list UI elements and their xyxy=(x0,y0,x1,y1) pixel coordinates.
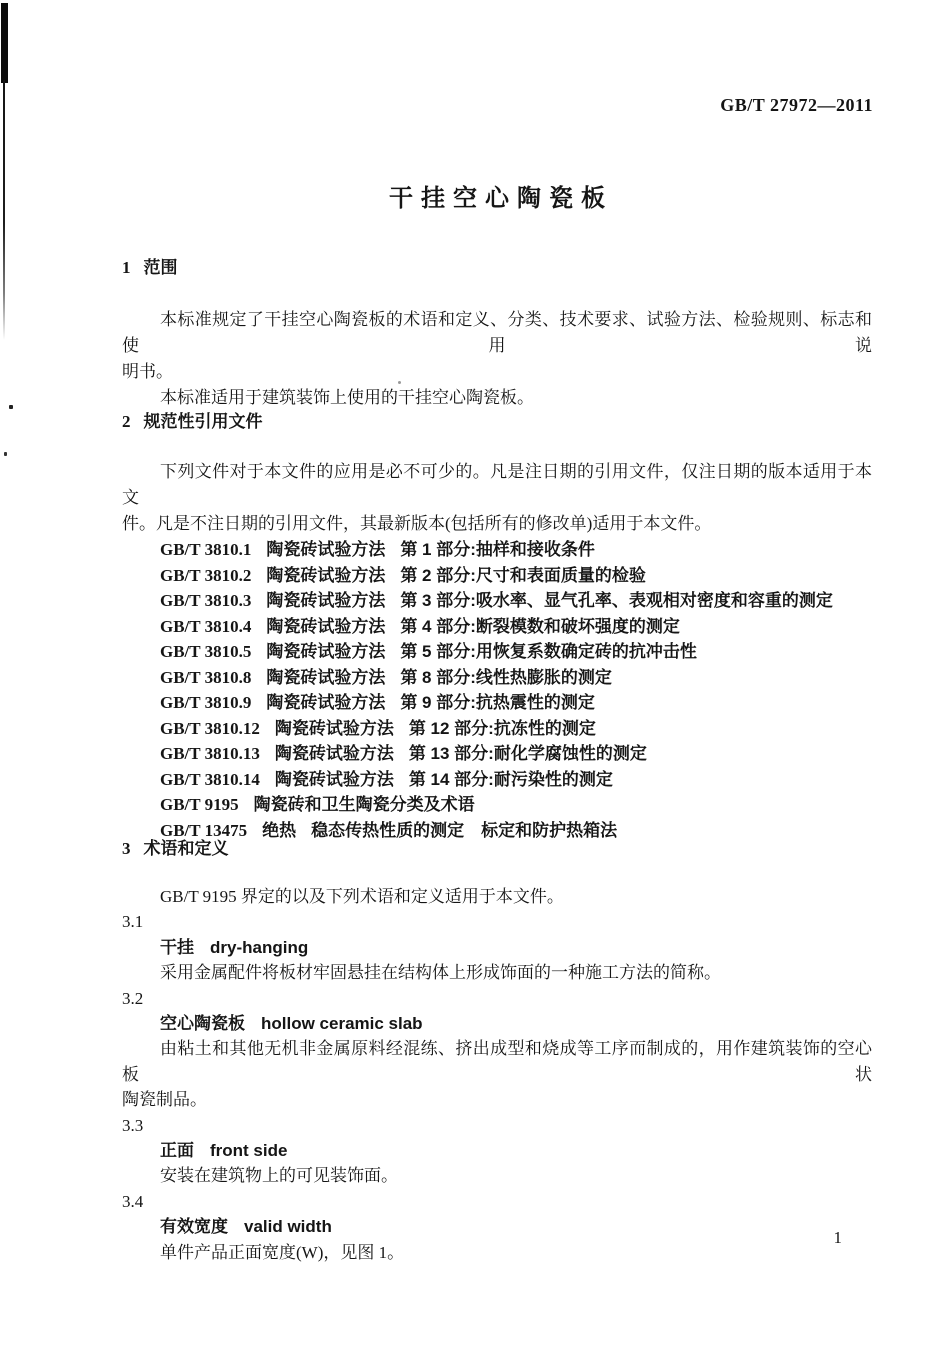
reference-part: 第 5 部分:用恢复系数确定砖的抗冲击性 xyxy=(400,642,697,661)
section-scope xyxy=(122,255,872,411)
reference-part: 第 9 部分:抗热震性的测定 xyxy=(400,693,595,712)
paragraph-line: 本标准适用于建筑装饰上使用的干挂空心陶瓷板。 xyxy=(160,388,534,407)
reference-name: 陶瓷砖试验方法 xyxy=(266,642,386,661)
term-name xyxy=(122,1138,872,1163)
reference-part: 第 4 部分:断裂模数和破坏强度的测定 xyxy=(400,616,680,636)
term-definition-continued: 陶瓷制品。 xyxy=(122,1090,207,1110)
section-title: 规范性引用文件 xyxy=(143,412,263,431)
section-number: 1 xyxy=(122,258,131,277)
scan-speck xyxy=(4,452,7,456)
section-number: 2 xyxy=(122,412,131,431)
paragraph-line: 件。凡是不注日期的引用文件，其最新版本(包括所有的修改单)适用于本文件。 xyxy=(122,514,712,533)
reference-part: 第 13 部分:耐化学腐蚀性的测定 xyxy=(408,744,647,763)
reference-name: 陶瓷砖试验方法 xyxy=(274,769,394,789)
term-definition: 由粘土和其他无机非金属原料经混练、挤出成型和烧成等工序而制成的，用作建筑装饰的空心板状 xyxy=(122,1039,872,1084)
document-title: 干挂空心陶瓷板 xyxy=(389,185,613,212)
reference-code: GB/T 3810.4 xyxy=(160,616,252,636)
reference-code: GB/T 3810.14 xyxy=(160,769,260,789)
term-name xyxy=(122,1214,872,1239)
term-en: dry-hanging xyxy=(210,937,309,957)
term-zh: 正面 xyxy=(160,1141,194,1161)
reference-name: 陶瓷砖试验方法 xyxy=(274,744,394,763)
reference-name: 陶瓷砖试验方法 xyxy=(266,693,386,712)
term-en: front side xyxy=(210,1141,288,1161)
reference-item xyxy=(122,665,872,691)
term-id: 3.1 xyxy=(122,912,144,932)
reference-item xyxy=(122,690,872,716)
term-en: valid width xyxy=(244,1217,332,1237)
reference-item xyxy=(122,639,872,665)
reference-part: 第 12 部分:抗冻性的测定 xyxy=(408,718,596,738)
reference-name: 陶瓷砖试验方法 xyxy=(266,565,386,585)
term-zh: 空心陶瓷板 xyxy=(160,1014,245,1034)
term-definition: 安装在建筑物上的可见装饰面。 xyxy=(160,1166,398,1186)
term-name xyxy=(122,1011,872,1036)
spacer xyxy=(122,435,872,459)
section-1-heading xyxy=(122,255,872,281)
paragraph-line: GB/T 9195 界定的以及下列术语和定义适用于本文件。 xyxy=(160,887,564,906)
reference-part: 第 1 部分:抽样和接收条件 xyxy=(400,540,595,559)
section-normative-references xyxy=(122,409,872,843)
section-terms-definitions xyxy=(122,836,872,1265)
section-2-heading xyxy=(122,409,872,435)
spacer xyxy=(122,281,872,307)
scan-artifact-bar-fade xyxy=(3,80,5,340)
reference-code: GB/T 3810.2 xyxy=(160,565,252,585)
term-id: 3.2 xyxy=(122,988,144,1008)
term-name xyxy=(122,935,872,960)
reference-name: 陶瓷砖试验方法 xyxy=(274,718,394,738)
reference-code: GB/T 3810.1 xyxy=(160,540,252,559)
standard-code: GB/T 27972—2011 xyxy=(720,95,873,115)
reference-part: 稳态传热性质的测定 标定和防护热箱法 xyxy=(311,820,618,840)
reference-code: GB/T 9195 xyxy=(160,795,239,814)
paragraph-line: 本标准规定了干挂空心陶瓷板的术语和定义、分类、技术要求、试验方法、检验规则、标志和使用说 xyxy=(122,310,872,355)
reference-part: 第 2 部分:尺寸和表面质量的检验 xyxy=(400,565,646,585)
reference-part: 第 3 部分:吸水率、显气孔率、表观相对密度和容重的测定 xyxy=(400,591,833,610)
page-number: 1 xyxy=(833,1228,842,1247)
term-id: 3.4 xyxy=(122,1191,144,1211)
reference-name: 绝热 xyxy=(262,820,297,840)
scan-artifact-bar xyxy=(1,3,8,83)
reference-name: 陶瓷砖试验方法 xyxy=(266,591,386,610)
reference-name: 陶瓷砖试验方法 xyxy=(266,540,386,559)
reference-code: GB/T 3810.8 xyxy=(160,667,252,687)
reference-code: GB/T 3810.3 xyxy=(160,591,252,610)
paragraph-line: 下列文件对于本文件的应用是必不可少的。凡是注日期的引用文件，仅注日期的版本适用于本文 xyxy=(122,462,872,507)
section-title: 范围 xyxy=(143,258,178,277)
section-title: 术语和定义 xyxy=(143,839,229,858)
term-en: hollow ceramic slab xyxy=(261,1014,423,1034)
reference-code: GB/T 3810.9 xyxy=(160,693,252,712)
reference-name: 陶瓷砖试验方法 xyxy=(266,667,386,687)
term-zh: 有效宽度 xyxy=(160,1217,228,1237)
term-id: 3.3 xyxy=(122,1115,144,1135)
reference-item xyxy=(122,716,872,742)
reference-item xyxy=(122,588,872,614)
section-number: 3 xyxy=(122,839,131,858)
paragraph-line: 明书。 xyxy=(122,362,173,381)
scan-speck xyxy=(9,405,13,409)
term-definition: 单件产品正面宽度(W)，见图 1。 xyxy=(160,1242,405,1262)
term-definition: 采用金属配件将板材牢固悬挂在结构体上形成饰面的一种施工方法的简称。 xyxy=(160,963,721,983)
term-zh: 干挂 xyxy=(160,937,194,957)
reference-item xyxy=(122,741,872,767)
reference-code: GB/T 3810.5 xyxy=(160,642,252,661)
reference-item xyxy=(122,537,872,563)
reference-code: GB/T 3810.12 xyxy=(160,718,260,738)
reference-item xyxy=(122,767,872,793)
reference-item xyxy=(122,792,872,818)
reference-code: GB/T 3810.13 xyxy=(160,744,260,763)
reference-part: 第 8 部分:线性热膨胀的测定 xyxy=(400,667,612,687)
section-3-heading xyxy=(122,836,872,862)
reference-code: GB/T 13475 xyxy=(160,820,248,840)
reference-part: 第 14 部分:耐污染性的测定 xyxy=(408,769,613,789)
reference-name: 陶瓷砖和卫生陶瓷分类及术语 xyxy=(253,795,475,814)
reference-name: 陶瓷砖试验方法 xyxy=(266,616,386,636)
reference-item xyxy=(122,563,872,589)
spacer xyxy=(122,862,872,884)
reference-item xyxy=(122,614,872,640)
